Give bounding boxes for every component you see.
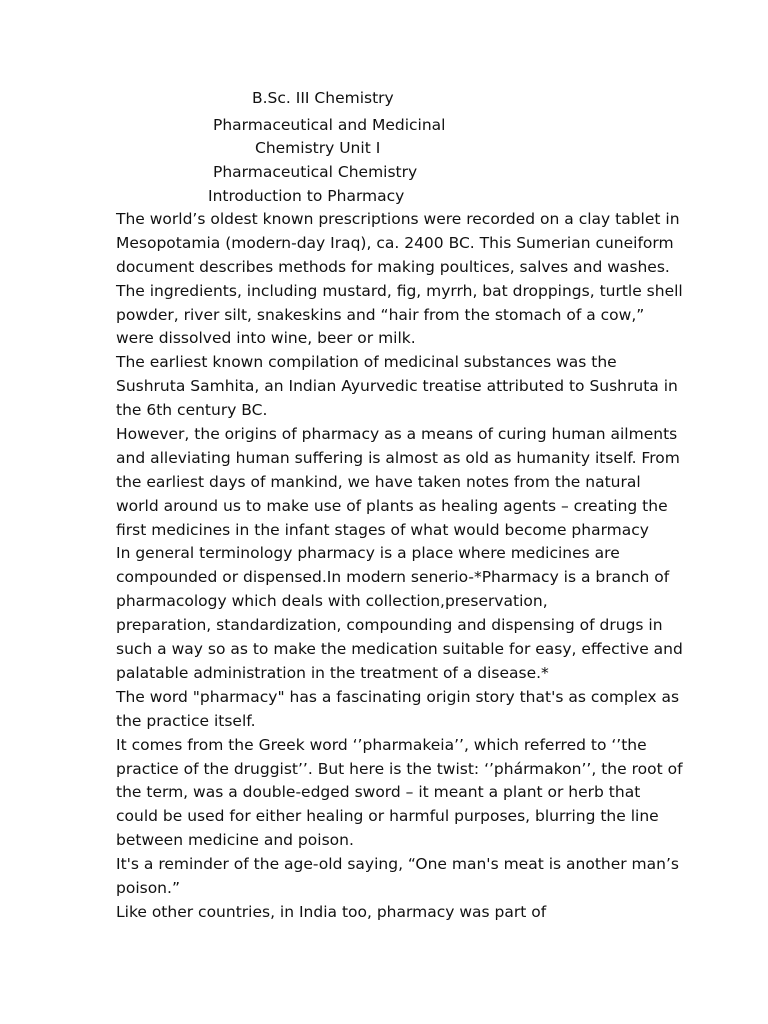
text-line: poison.” <box>116 879 180 897</box>
text-line: Mesopotamia (modern-day Iraq), ca. 2400 BC. This Sumerian cuneiform <box>116 234 674 252</box>
subject-heading: Pharmaceutical and Medicinal <box>213 116 446 134</box>
text-line: could be used for either healing or harmful purposes, blurring the line <box>116 807 659 825</box>
text-line: The word "pharmacy" has a fascinating origin story that's as complex as <box>116 688 680 706</box>
text-line: powder, river silt, snakeskins and “hair from the stomach of a cow,” <box>116 306 645 324</box>
topic-heading: Pharmaceutical Chemistry <box>213 163 418 181</box>
text-line: Sushruta Samhita, an Indian Ayurvedic treatise attributed to Sushruta in <box>116 377 678 395</box>
text-line: Like other countries, in India too, pharmacy was part of <box>116 903 547 921</box>
text-line: and alleviating human suffering is almost as old as humanity itself. From <box>116 449 680 467</box>
text-line: world around us to make use of plants as healing agents – creating the <box>116 497 668 515</box>
text-line: pharmacology which deals with collection,preservation, <box>116 592 548 610</box>
text-line: between medicine and poison. <box>116 831 354 849</box>
text-line: The ingredients, including mustard, fig, myrrh, bat droppings, turtle shell <box>116 282 683 300</box>
text-line: compounded or dispensed.In modern senerio-*Pharmacy is a branch of <box>116 568 670 586</box>
text-line: practice of the druggist’’. But here is the twist: ‘’phármakon’’, the root of <box>116 760 683 778</box>
text-line: In general terminology pharmacy is a place where medicines are <box>116 544 620 562</box>
text-line: first medicines in the infant stages of what would become pharmacy <box>116 521 649 539</box>
text-line: the 6th century BC. <box>116 401 268 419</box>
text-line: It's a reminder of the age-old saying, “One man's meat is another man’s <box>116 855 679 873</box>
unit-heading: Chemistry Unit I <box>255 139 381 157</box>
text-line: palatable administration in the treatment of a disease.* <box>116 664 549 682</box>
text-line: It comes from the Greek word ‘’pharmakeia’’, which referred to ‘’the <box>116 736 647 754</box>
text-line: document describes methods for making poultices, salves and washes. <box>116 258 670 276</box>
text-line: The earliest known compilation of medicinal substances was the <box>116 353 617 371</box>
text-line: the earliest days of mankind, we have taken notes from the natural <box>116 473 641 491</box>
text-line: the term, was a double-edged sword – it meant a plant or herb that <box>116 783 641 801</box>
text-line: such a way so as to make the medication suitable for easy, effective and <box>116 640 683 658</box>
text-line: However, the origins of pharmacy as a means of curing human ailments <box>116 425 678 443</box>
text-line: the practice itself. <box>116 712 256 730</box>
text-line: The world’s oldest known prescriptions were recorded on a clay tablet in <box>116 210 680 228</box>
text-line: preparation, standardization, compounding and dispensing of drugs in <box>116 616 663 634</box>
section-heading: Introduction to Pharmacy <box>208 187 405 205</box>
course-heading: B.Sc. III Chemistry <box>252 89 394 107</box>
text-line: were dissolved into wine, beer or milk. <box>116 329 416 347</box>
